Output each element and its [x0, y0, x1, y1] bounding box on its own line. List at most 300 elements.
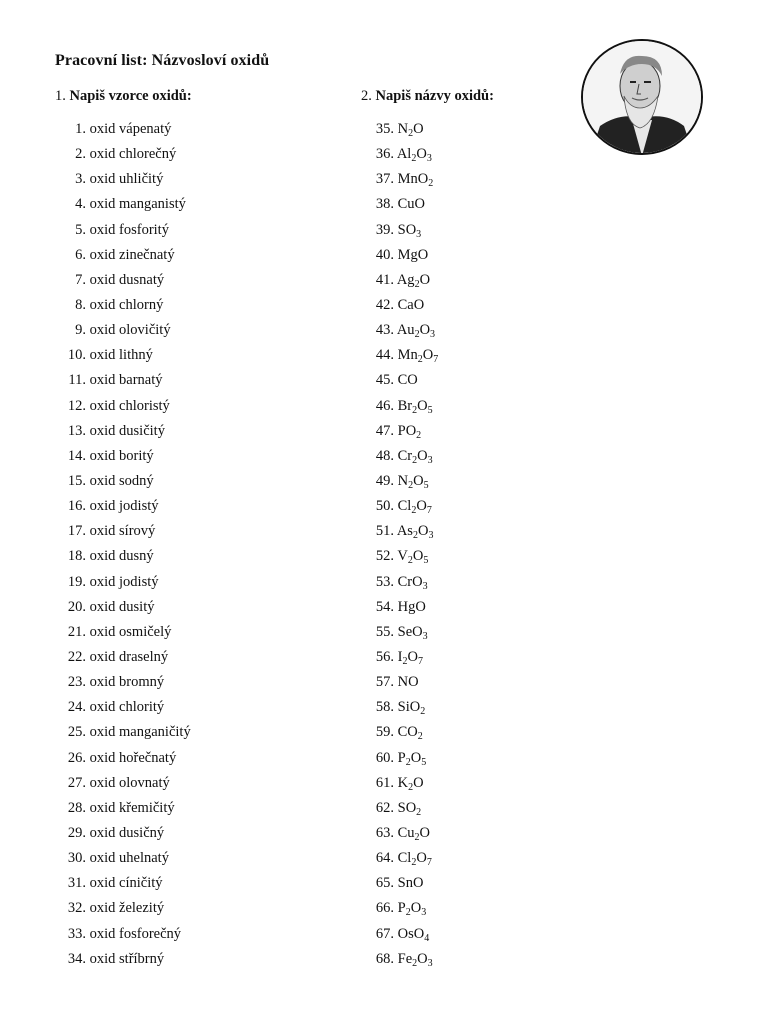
oxide-name: oxid chlorný [86, 296, 164, 313]
oxide-formula [394, 699, 426, 718]
item-number: 55. [375, 623, 394, 640]
list-item [60, 698, 320, 723]
list-item [372, 246, 552, 271]
formula-subscript: 2 [408, 781, 414, 793]
item-number: 54. [375, 598, 394, 615]
oxide-name: oxid chloristý [86, 397, 170, 414]
formula-symbol: N [397, 472, 409, 489]
formula-symbol: HgO [397, 598, 426, 615]
scientist-portrait [580, 38, 704, 156]
formula-subscript: 2 [417, 354, 423, 366]
item-number: 57. [375, 674, 394, 691]
item-number: 63. [375, 824, 394, 841]
oxide-name: oxid barnatý [86, 372, 163, 389]
formula-symbol: Al [396, 146, 412, 163]
formula-subscript: 7 [433, 354, 439, 366]
oxide-formula [394, 775, 424, 791]
list-item [372, 673, 552, 698]
oxide-name: oxid lithný [86, 347, 153, 364]
formula-symbol: N [397, 121, 409, 137]
item-number: 52. [375, 548, 394, 565]
item-number: 21. [67, 623, 86, 640]
formula-subscript: 2 [407, 555, 413, 567]
oxide-formula [394, 674, 419, 690]
item-number: 27. [67, 774, 86, 791]
oxide-name: oxid chloritý [86, 699, 165, 716]
formula-symbol: P [397, 900, 406, 917]
formula-symbol: O [413, 121, 424, 137]
formula-subscript: 2 [420, 706, 426, 718]
formula-subscript: 3 [427, 454, 433, 466]
item-number: 22. [67, 648, 86, 665]
formula-subscript: 2 [405, 756, 411, 768]
item-number: 35. [375, 121, 394, 137]
formula-symbol: OsO [397, 925, 425, 942]
formula-subscript: 3 [427, 957, 433, 969]
item-number: 26. [67, 749, 86, 766]
item-number: 2. [75, 146, 86, 163]
list-item [60, 598, 320, 623]
oxide-formula [394, 196, 425, 212]
oxide-formula [394, 825, 430, 841]
oxide-name: oxid sodný [86, 472, 154, 489]
list-item [372, 522, 552, 547]
page-title: Pracovní list: Názvosloví oxidů [55, 52, 270, 69]
item-number: 12. [67, 397, 86, 414]
list-item [372, 925, 552, 950]
formula-symbol: K [397, 774, 409, 791]
list-item [372, 120, 552, 145]
oxide-formula [394, 121, 424, 137]
oxide-name: oxid fosforečný [86, 925, 182, 942]
item-number: 42. [375, 296, 394, 313]
formula-symbol: O [419, 824, 431, 841]
oxide-formula [394, 272, 430, 288]
oxide-formula [394, 624, 428, 640]
list-item [372, 447, 552, 472]
item-number: 68. [375, 950, 394, 967]
oxide-formula [394, 800, 421, 816]
formula-subscript: 2 [411, 857, 417, 869]
formula-symbol: O [410, 900, 422, 917]
formula-subscript: 2 [412, 530, 418, 542]
formula-subscript: 3 [426, 153, 432, 165]
item-number: 18. [67, 548, 86, 565]
formula-symbol: CaO [397, 296, 425, 313]
oxide-name: oxid hořečnatý [86, 749, 177, 766]
formula-symbol: MgO [397, 246, 429, 263]
section-2-heading [361, 88, 494, 105]
oxide-formula [394, 398, 433, 414]
formula-subscript: 5 [423, 555, 429, 567]
list-item [372, 623, 552, 648]
oxide-name: oxid fosforitý [86, 221, 169, 238]
list-item [60, 723, 320, 748]
oxide-name: oxid zinečnatý [86, 246, 175, 263]
formula-subscript: 2 [411, 153, 417, 165]
oxide-formula [394, 926, 429, 942]
formula-subscript: 2 [414, 329, 420, 341]
formula-symbol: SO [397, 221, 417, 238]
list-item [372, 698, 552, 723]
formula-subscript: 5 [421, 756, 427, 768]
formula-symbol: Cl [397, 498, 412, 515]
item-number: 7. [75, 271, 86, 288]
list-item [372, 723, 552, 748]
oxide-name: oxid stříbrný [86, 950, 165, 967]
oxide-formula [394, 322, 436, 341]
item-number: 44. [375, 347, 394, 364]
formula-symbol: V [397, 548, 408, 565]
item-number: 32. [67, 900, 86, 917]
formula-symbol: O [416, 850, 427, 867]
item-number: 59. [375, 724, 394, 741]
item-number: 24. [67, 699, 86, 716]
formula-subscript: 2 [414, 831, 420, 843]
oxide-formula [394, 372, 418, 388]
oxide-name: oxid olovičitý [86, 322, 171, 339]
formula-symbol: O [417, 397, 428, 414]
item-number: 28. [67, 799, 86, 816]
list-item [60, 422, 320, 447]
oxide-formula [394, 875, 423, 891]
oxide-name: oxid dusnatý [86, 271, 165, 288]
formula-symbol: O [416, 498, 427, 515]
oxide-formula [394, 171, 434, 190]
list-item [372, 849, 552, 874]
oxide-formula [394, 473, 429, 489]
list-item [60, 849, 320, 874]
item-number: 9. [75, 322, 86, 339]
oxide-formula [394, 850, 432, 869]
oxide-formulas-list [372, 120, 552, 975]
item-number: 36. [375, 146, 394, 163]
list-item [372, 145, 552, 170]
item-number: 30. [67, 850, 86, 867]
oxide-formula [394, 297, 424, 313]
formula-symbol: P [397, 749, 406, 766]
item-number: 34. [67, 950, 86, 967]
formula-symbol: O [407, 648, 418, 665]
oxide-name: oxid boritý [86, 447, 154, 464]
formula-subscript: 5 [427, 404, 433, 416]
formula-subscript: 5 [423, 479, 429, 491]
item-number: 6. [75, 246, 86, 263]
formula-subscript: 2 [417, 731, 423, 743]
formula-subscript: 7 [426, 857, 432, 869]
formula-subscript: 2 [414, 278, 420, 290]
formula-subscript: 2 [412, 454, 418, 466]
list-item [60, 321, 320, 346]
list-item [60, 623, 320, 648]
item-number: 37. [375, 171, 394, 188]
item-number: 3. [75, 171, 86, 188]
formula-symbol: NO [397, 674, 419, 691]
oxide-formula [394, 548, 429, 567]
formula-symbol: SnO [397, 875, 424, 892]
item-number: 25. [67, 724, 86, 741]
formula-symbol: SiO [397, 699, 421, 716]
oxide-name: oxid jodistý [86, 573, 159, 590]
item-number: 16. [67, 498, 86, 515]
oxide-names-list [60, 120, 320, 975]
list-item [60, 950, 320, 975]
oxide-name: oxid jodistý [86, 498, 159, 515]
list-item [60, 271, 320, 296]
formula-symbol: O [422, 347, 434, 364]
list-item [372, 321, 552, 346]
formula-symbol: CO [397, 724, 418, 741]
formula-symbol: Au [396, 322, 415, 339]
oxide-name: oxid křemičitý [86, 799, 175, 816]
item-number: 29. [67, 824, 86, 841]
item-number: 64. [375, 850, 394, 867]
list-item [60, 774, 320, 799]
list-item [60, 170, 320, 195]
list-item [60, 497, 320, 522]
item-number: 60. [375, 749, 394, 766]
item-number: 38. [375, 196, 394, 213]
item-number: 1. [75, 121, 86, 137]
oxide-formula [394, 724, 423, 743]
oxide-name: oxid dusičitý [86, 422, 165, 439]
item-number: 48. [375, 447, 394, 464]
item-number: 14. [67, 447, 86, 464]
formula-symbol: As [396, 523, 413, 540]
item-number: 11. [68, 372, 86, 389]
list-item [372, 472, 552, 497]
formula-subscript: 3 [422, 630, 428, 642]
oxide-name: oxid uhličitý [86, 171, 164, 188]
oxide-formula [394, 951, 433, 967]
formula-subscript: 3 [416, 228, 422, 240]
formula-symbol: O [413, 472, 424, 489]
list-item [60, 573, 320, 598]
formula-subscript: 2 [416, 806, 422, 818]
formula-subscript: 4 [424, 932, 430, 944]
list-item [372, 346, 552, 371]
formula-symbol: O [416, 146, 427, 163]
formula-subscript: 3 [421, 907, 427, 919]
list-item [60, 899, 320, 924]
formula-symbol: SeO [397, 623, 423, 640]
formula-subscript: 3 [430, 329, 436, 341]
list-item [372, 749, 552, 774]
formula-subscript: 7 [426, 505, 432, 517]
oxide-formula [394, 222, 421, 238]
list-item [60, 749, 320, 774]
formula-symbol: Br [397, 397, 413, 414]
item-number: 58. [375, 699, 394, 716]
section-1-heading [55, 88, 192, 105]
list-item [60, 673, 320, 698]
list-item [60, 397, 320, 422]
formula-subscript: 3 [422, 580, 428, 592]
oxide-name: oxid železitý [86, 900, 165, 917]
formula-subscript: 7 [417, 655, 423, 667]
formula-symbol: O [419, 322, 431, 339]
formula-symbol: I [397, 648, 403, 665]
list-item [60, 547, 320, 572]
item-number: 5. [75, 221, 86, 238]
list-item [60, 120, 320, 145]
item-number: 66. [375, 900, 394, 917]
item-number: 10. [67, 347, 86, 364]
item-number: 62. [375, 799, 394, 816]
formula-symbol: Fe [397, 950, 413, 967]
formula-subscript: 2 [408, 128, 414, 139]
oxide-name: oxid uhelnatý [86, 850, 169, 867]
oxide-name: oxid bromný [86, 674, 165, 691]
list-item [60, 246, 320, 271]
formula-symbol: O [417, 523, 429, 540]
item-number: 20. [67, 598, 86, 615]
formula-symbol: O [413, 774, 424, 791]
oxide-formula [394, 448, 433, 464]
list-item [60, 522, 320, 547]
oxide-name: oxid vápenatý [86, 121, 172, 137]
list-item [60, 447, 320, 472]
formula-symbol: CrO [397, 573, 423, 590]
list-item [372, 221, 552, 246]
item-number: 43. [375, 322, 394, 339]
oxide-formula [394, 574, 428, 590]
list-item [60, 874, 320, 899]
formula-symbol: O [417, 447, 428, 464]
formula-symbol: O [419, 271, 431, 288]
section-1-number: 1. [55, 88, 66, 104]
item-number: 65. [375, 875, 394, 892]
formula-subscript: 2 [412, 957, 418, 969]
formula-subscript: 2 [428, 178, 434, 190]
list-item [60, 145, 320, 170]
item-number: 4. [75, 196, 86, 213]
list-item [60, 221, 320, 246]
oxide-name: oxid dusný [86, 548, 154, 565]
list-item [372, 195, 552, 220]
formula-subscript: 2 [405, 907, 411, 919]
formula-subscript: 2 [402, 655, 408, 667]
list-item [372, 950, 552, 975]
list-item [60, 925, 320, 950]
oxide-name: oxid osmičelý [86, 623, 172, 640]
list-item [60, 296, 320, 321]
list-item [372, 899, 552, 924]
list-item [60, 472, 320, 497]
list-item [372, 547, 552, 572]
item-number: 40. [375, 246, 394, 263]
formula-symbol: Cr [397, 447, 413, 464]
formula-symbol: SO [397, 799, 417, 816]
item-number: 61. [375, 774, 394, 791]
section-2-number: 2. [361, 88, 372, 104]
formula-symbol: O [412, 548, 424, 565]
formula-symbol: MnO [397, 171, 429, 188]
oxide-name: oxid dusitý [86, 598, 155, 615]
oxide-formula [394, 146, 432, 165]
item-number: 31. [67, 875, 86, 892]
item-number: 39. [375, 221, 394, 238]
oxide-name: oxid manganičitý [86, 724, 191, 741]
formula-symbol: Ag [396, 271, 415, 288]
item-number: 19. [67, 573, 86, 590]
list-item [60, 195, 320, 220]
list-item [372, 598, 552, 623]
oxide-formula [394, 247, 428, 263]
formula-subscript: 2 [411, 505, 417, 517]
section-1-title: Napiš vzorce oxidů: [69, 88, 192, 104]
item-number: 23. [67, 674, 86, 691]
item-number: 17. [67, 523, 86, 540]
oxide-name: oxid sírový [86, 523, 156, 540]
oxide-formula [394, 498, 432, 517]
item-number: 15. [67, 472, 86, 489]
item-number: 33. [67, 925, 86, 942]
oxide-formula [394, 900, 427, 919]
list-item [60, 648, 320, 673]
formula-symbol: O [417, 950, 428, 967]
item-number: 45. [375, 372, 394, 389]
list-item [372, 774, 552, 799]
formula-subscript: 2 [416, 429, 422, 441]
list-item [372, 824, 552, 849]
list-item [372, 573, 552, 598]
list-item [372, 422, 552, 447]
oxide-name: oxid draselný [86, 648, 169, 665]
item-number: 46. [375, 397, 394, 414]
list-item [60, 824, 320, 849]
list-item [372, 497, 552, 522]
formula-subscript: 2 [408, 479, 414, 491]
item-number: 13. [67, 422, 86, 439]
oxide-name: oxid olovnatý [86, 774, 170, 791]
oxide-formula [394, 649, 423, 665]
list-item [372, 170, 552, 195]
list-item [372, 271, 552, 296]
item-number: 56. [375, 648, 394, 665]
item-number: 53. [375, 573, 394, 590]
list-item [60, 346, 320, 371]
list-item [372, 371, 552, 396]
item-number: 41. [375, 271, 394, 288]
formula-subscript: 2 [412, 404, 418, 416]
oxide-formula [394, 750, 426, 766]
oxide-name: oxid chlorečný [86, 146, 177, 163]
oxide-formula [394, 599, 426, 615]
formula-subscript: 3 [428, 530, 434, 542]
oxide-formula [394, 347, 439, 366]
list-item [372, 874, 552, 899]
item-number: 67. [375, 925, 394, 942]
item-number: 51. [375, 523, 394, 540]
formula-symbol: Cu [397, 824, 415, 841]
formula-symbol: Mn [397, 347, 418, 364]
list-item [372, 397, 552, 422]
oxide-name: oxid dusičný [86, 824, 165, 841]
list-item [372, 648, 552, 673]
formula-symbol: CuO [397, 196, 426, 213]
formula-symbol: CO [397, 372, 418, 389]
formula-symbol: Cl [397, 850, 412, 867]
list-item [372, 799, 552, 824]
formula-symbol: PO [397, 422, 417, 439]
formula-symbol: O [410, 749, 422, 766]
list-item [60, 371, 320, 396]
list-item [60, 799, 320, 824]
oxide-name: oxid manganistý [86, 196, 186, 213]
oxide-formula [394, 423, 421, 439]
item-number: 8. [75, 296, 86, 313]
